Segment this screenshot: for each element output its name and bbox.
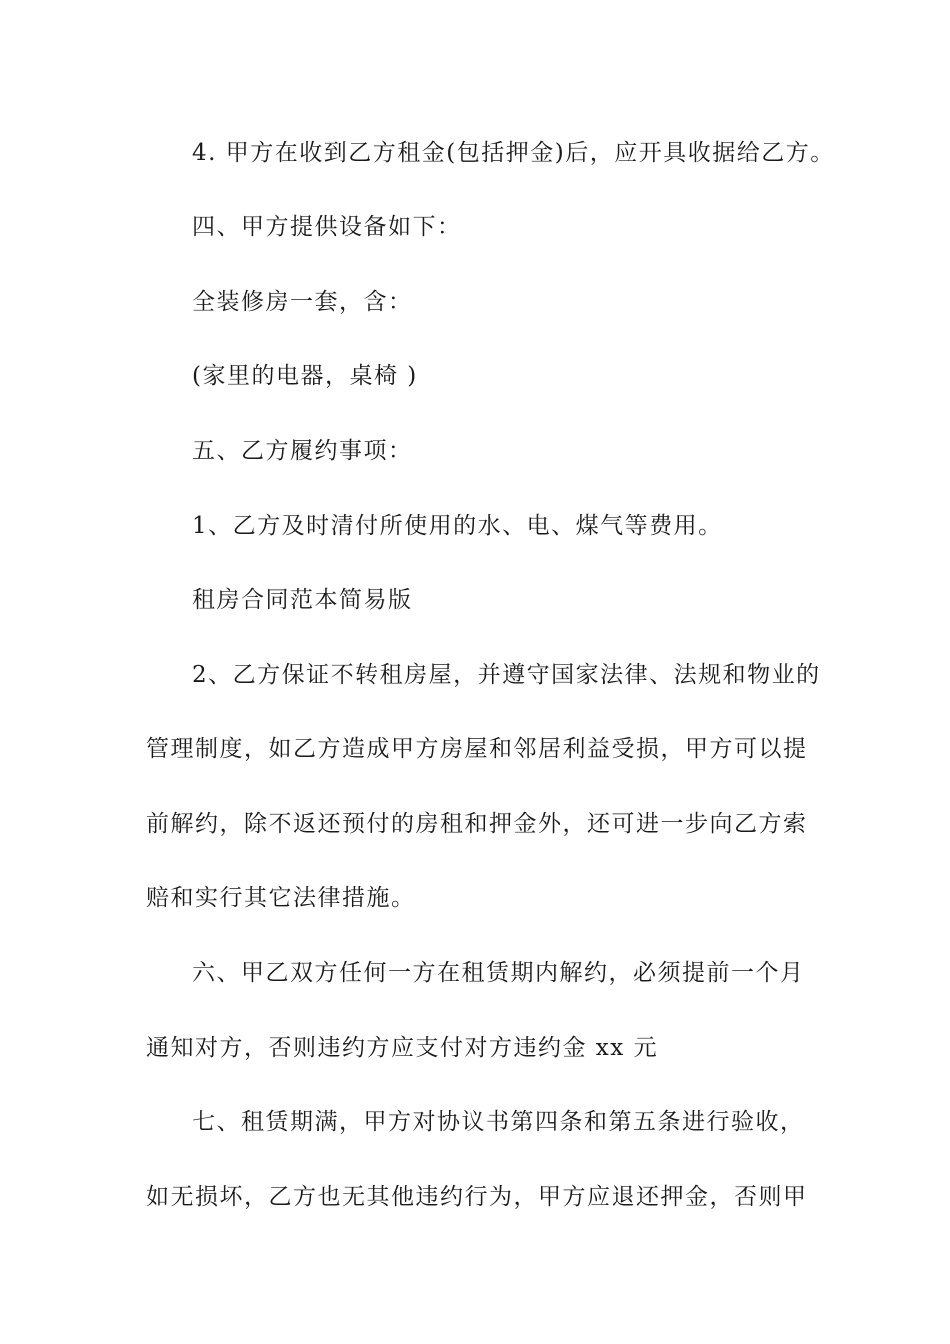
- section-heading: 五、乙方履约事项：: [192, 438, 413, 464]
- paragraph-line: 如无损坏，乙方也无其他违约行为，甲方应退还押金，否则甲: [146, 1184, 808, 1210]
- paragraph-line: 全装修房一套，含：: [192, 289, 413, 315]
- paragraph-line: 赔和实行其它法律措施。: [146, 885, 416, 911]
- paragraph-line: 七、租赁期满，甲方对协议书第四条和第五条进行验收，: [192, 1109, 805, 1135]
- section-heading: 四、甲方提供设备如下：: [192, 214, 462, 240]
- paragraph-line: 六、甲乙双方任何一方在租赁期内解约，必须提前一个月: [192, 960, 805, 986]
- paragraph-line: 1、乙方及时清付所使用的水、电、煤气等费用。: [192, 513, 723, 539]
- paragraph-line: 2、乙方保证不转租房屋，并遵守国家法律、法规和物业的: [192, 662, 821, 688]
- paragraph-line: (家里的电器，桌椅 ): [192, 363, 418, 389]
- paragraph-line: 通知对方，否则违约方应支付对方违约金 xx 元: [146, 1035, 659, 1061]
- paragraph-line: 管理制度，如乙方造成甲方房屋和邻居利益受损，甲方可以提: [146, 736, 808, 762]
- paragraph-line: 前解约，除不返还预付的房租和押金外，还可进一步向乙方索: [146, 811, 808, 837]
- paragraph-line: 4. 甲方在收到乙方租金(包括押金)后，应开具收据给乙方。: [192, 140, 835, 166]
- document-title-line: 租房合同范本简易版: [192, 587, 413, 613]
